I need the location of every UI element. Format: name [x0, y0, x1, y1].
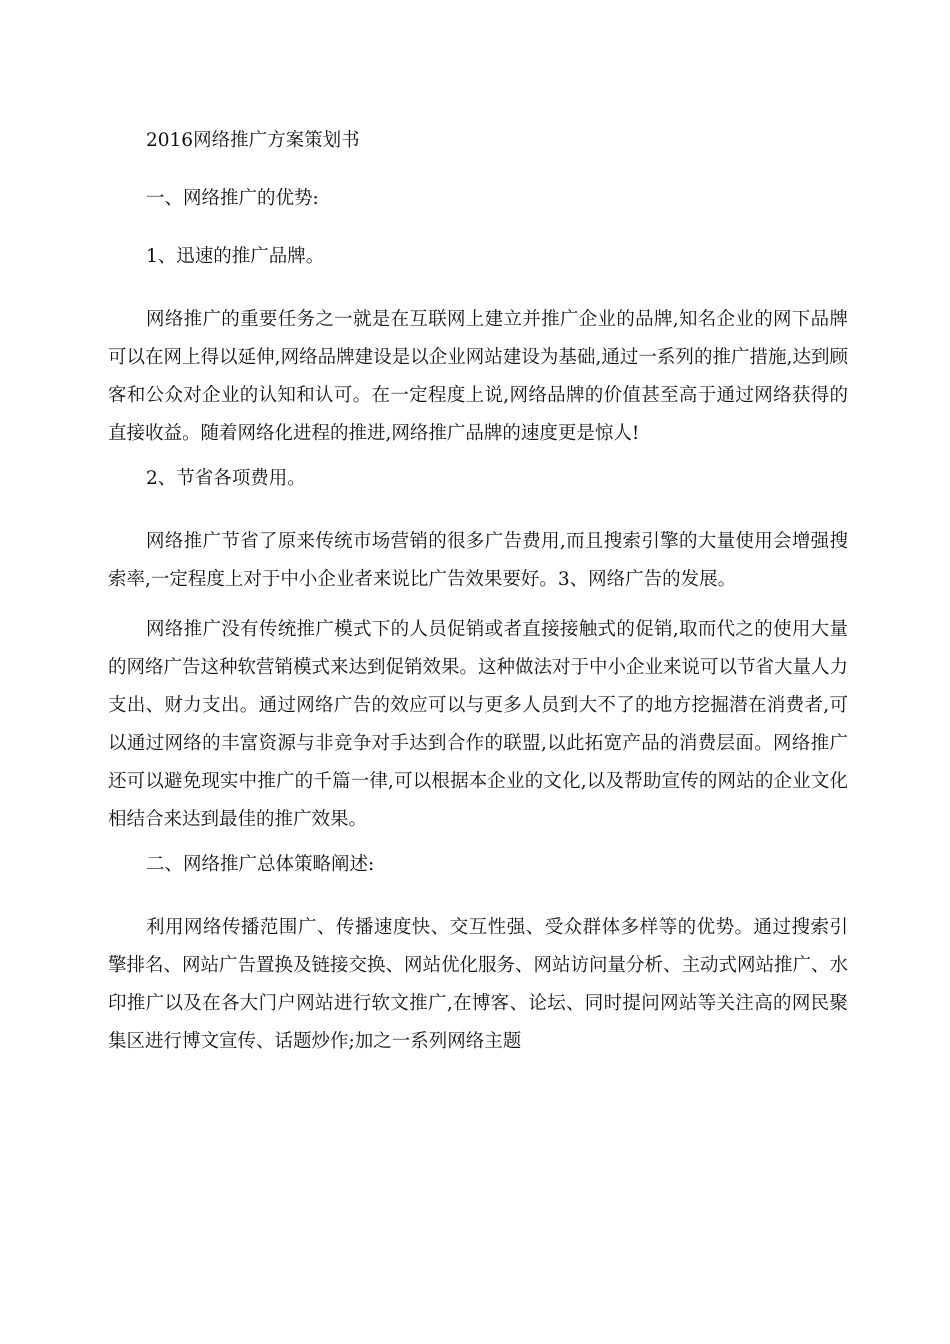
paragraph: 网络推广节省了原来传统市场营销的很多广告费用,而且搜索引擎的大量使用会增强搜索率,一定程度上对于中小企业者来说比广告效果要好。3、网络广告的发展。	[108, 531, 848, 590]
paragraph: 利用网络传播范围广、传播速度快、交互性强、受众群体多样等的优势。通过搜索引擎排名、网站广告置换及链接交换、网站优化服务、网站访问量分析、主动式网站推广、水印推广以及在各大门户网站进行软文推广,在博客、论坛、同时提问网站等关注高的网民聚集区进行博文宣传、话题炒作;加之一系列网络主题	[108, 917, 849, 1052]
document-body	[108, 127, 848, 1073]
document-title: 2016网络推广方案策划书	[146, 130, 360, 151]
subsection-heading: 1、迅速的推广品牌。	[146, 246, 325, 267]
section-heading: 一、网络推广的优势:	[146, 188, 319, 209]
paragraph: 网络推广没有传统推广模式下的人员促销或者直接接触式的促销,取而代之的使用大量的网络广告这种软营销模式来达到促销效果。这种做法对于中小企业来说可以节省大量人力支出、财力支出。通过网络广告的效应可以与更多人员到大不了的地方挖掘潜在消费者,可以通过网络的丰富资源与非竞争对手达到合作的联盟,以此拓宽产品的消费层面。网络推广还可以避免现实中推广的千篇一律,可以根据本企业的文化,以及帮助宣传的网站的企业文化相结合来达到最佳的推广效果。	[108, 619, 849, 830]
section-heading: 二、网络推广总体策略阐述:	[146, 854, 375, 875]
subsection-heading: 2、节省各项费用。	[146, 468, 306, 489]
paragraph: 网络推广的重要任务之一就是在互联网上建立并推广企业的品牌,知名企业的网下品牌可以在网上得以延伸,网络品牌建设是以企业网站建设为基础,通过一系列的推广措施,达到顾客和公众对企业的认知和认可。在一定程度上说,网络品牌的价值甚至高于通过网络获得的直接收益。随着网络化进程的推进,网络推广品牌的速度更是惊人!	[108, 309, 848, 444]
